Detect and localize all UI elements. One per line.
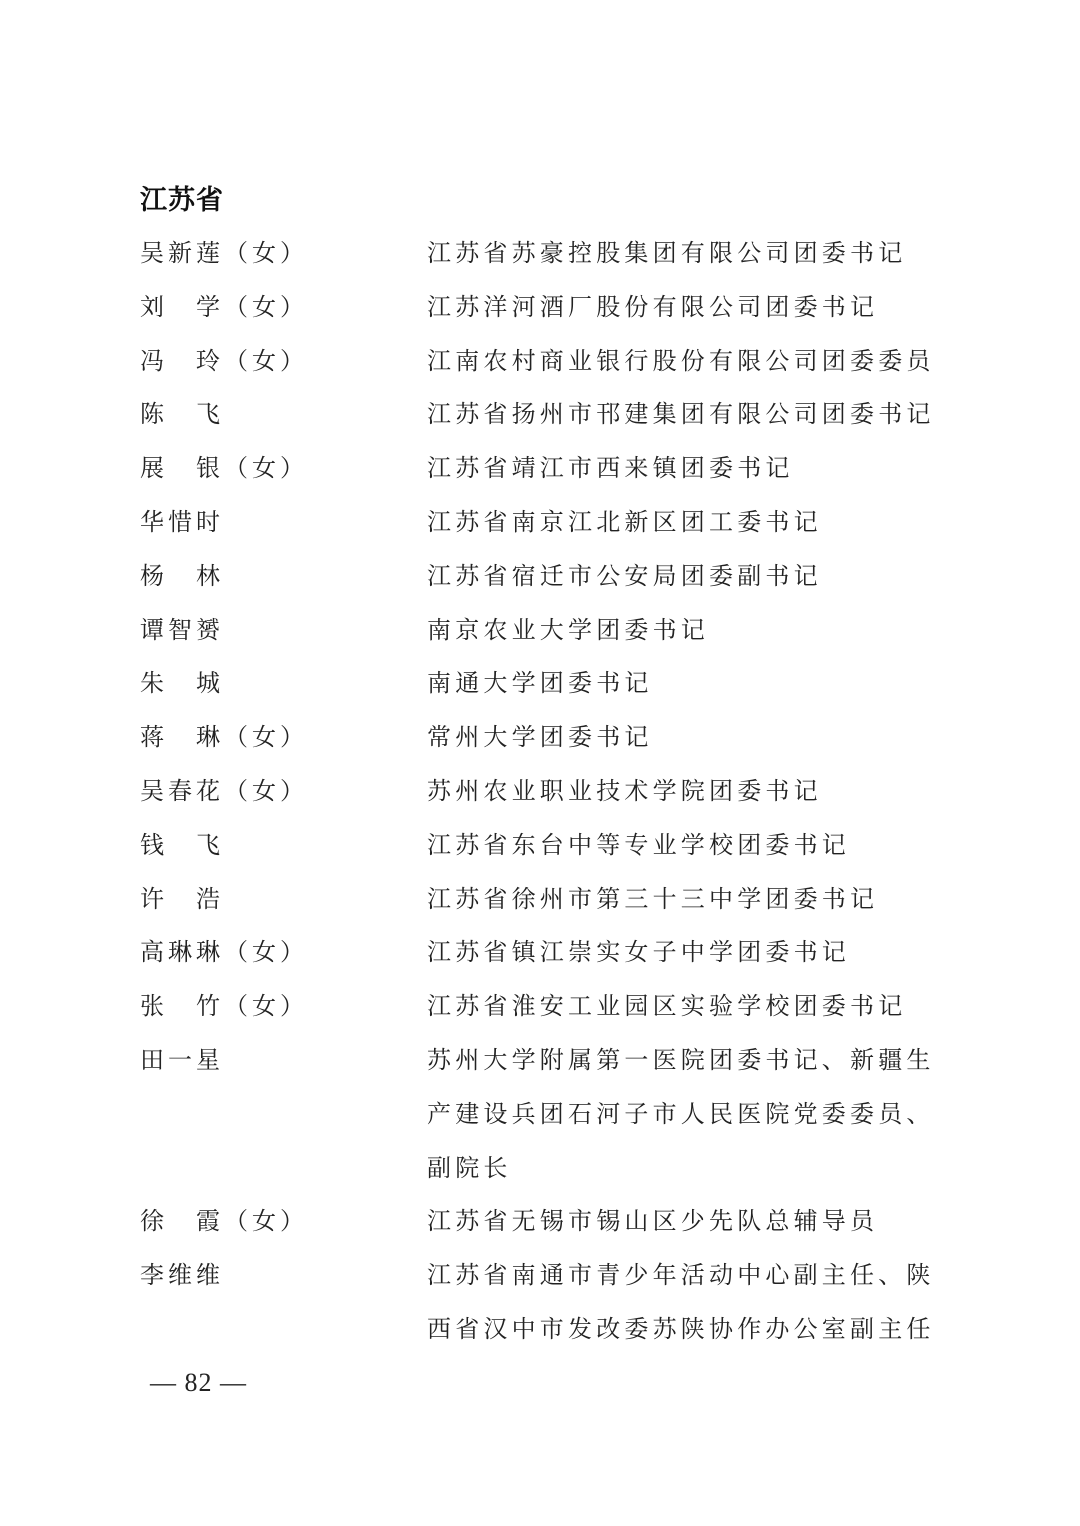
person-name: 冯 玲（女）	[140, 346, 308, 375]
list-item	[140, 819, 960, 873]
person-position: 苏州农业职业技术学院团委书记	[427, 776, 822, 805]
person-position: 江苏省靖江市西来镇团委书记	[427, 454, 794, 483]
list-item	[140, 281, 960, 335]
list-item	[140, 1034, 960, 1195]
person-position: 江苏省扬州市邗建集团有限公司团委书记	[427, 400, 935, 429]
person-name: 张 竹（女）	[140, 992, 308, 1021]
person-name: 陈 飞	[140, 400, 224, 429]
person-name: 谭智赟	[140, 615, 224, 644]
person-name: 吴春花（女）	[140, 776, 308, 805]
person-position: 江苏省徐州市第三十三中学团委书记	[427, 884, 879, 913]
person-position: 苏州大学附属第一医院团委书记、新疆生产建设兵团石河子市人民医院党委委员、副院长	[427, 1045, 935, 1182]
list-item	[140, 388, 960, 442]
entry-list	[140, 227, 960, 1357]
list-item	[140, 711, 960, 765]
person-position: 江苏省淮安工业园区实验学校团委书记	[427, 992, 907, 1021]
list-item	[140, 496, 960, 550]
list-item	[140, 980, 960, 1034]
person-position: 江苏省东台中等专业学校团委书记	[427, 830, 850, 859]
person-position: 江苏省镇江崇实女子中学团委书记	[427, 938, 850, 967]
person-name: 许 浩	[140, 884, 224, 913]
person-name: 朱 城	[140, 669, 224, 698]
list-item	[140, 550, 960, 604]
person-name: 刘 学（女）	[140, 292, 308, 321]
person-name: 展 银（女）	[140, 454, 308, 483]
person-name: 高琳琳（女）	[140, 938, 308, 967]
list-item	[140, 335, 960, 389]
person-position: 南通大学团委书记	[427, 669, 653, 698]
person-position: 南京农业大学团委书记	[427, 615, 709, 644]
person-name: 华惜时	[140, 507, 224, 536]
list-item	[140, 1195, 960, 1249]
person-name: 徐 霞（女）	[140, 1207, 308, 1236]
list-item	[140, 765, 960, 819]
list-item	[140, 657, 960, 711]
page-number: — 82 —	[150, 1368, 247, 1397]
person-position: 江南农村商业银行股份有限公司团委委员	[427, 346, 935, 375]
person-name: 杨 林	[140, 561, 224, 590]
list-item	[140, 442, 960, 496]
list-item	[140, 873, 960, 927]
list-item	[140, 604, 960, 658]
person-name: 钱 飞	[140, 830, 224, 859]
person-position: 江苏省宿迁市公安局团委副书记	[427, 561, 822, 590]
person-position: 江苏洋河酒厂股份有限公司团委书记	[427, 292, 879, 321]
person-position: 江苏省南京江北新区团工委书记	[427, 507, 822, 536]
person-name: 蒋 琳（女）	[140, 723, 308, 752]
list-item	[140, 227, 960, 281]
person-position: 江苏省南通市青少年活动中心副主任、陕西省汉中市发改委苏陕协作办公室副主任	[427, 1261, 935, 1343]
list-item	[140, 926, 960, 980]
person-position: 常州大学团委书记	[427, 723, 653, 752]
person-position: 江苏省无锡市锡山区少先队总辅导员	[427, 1207, 879, 1236]
person-name: 李维维	[140, 1261, 224, 1290]
person-position: 江苏省苏豪控股集团有限公司团委书记	[427, 239, 907, 267]
section-title: 江苏省	[140, 185, 224, 216]
person-name: 田一星	[140, 1045, 224, 1074]
person-name: 吴新莲（女）	[140, 239, 308, 267]
list-item	[140, 1249, 960, 1357]
